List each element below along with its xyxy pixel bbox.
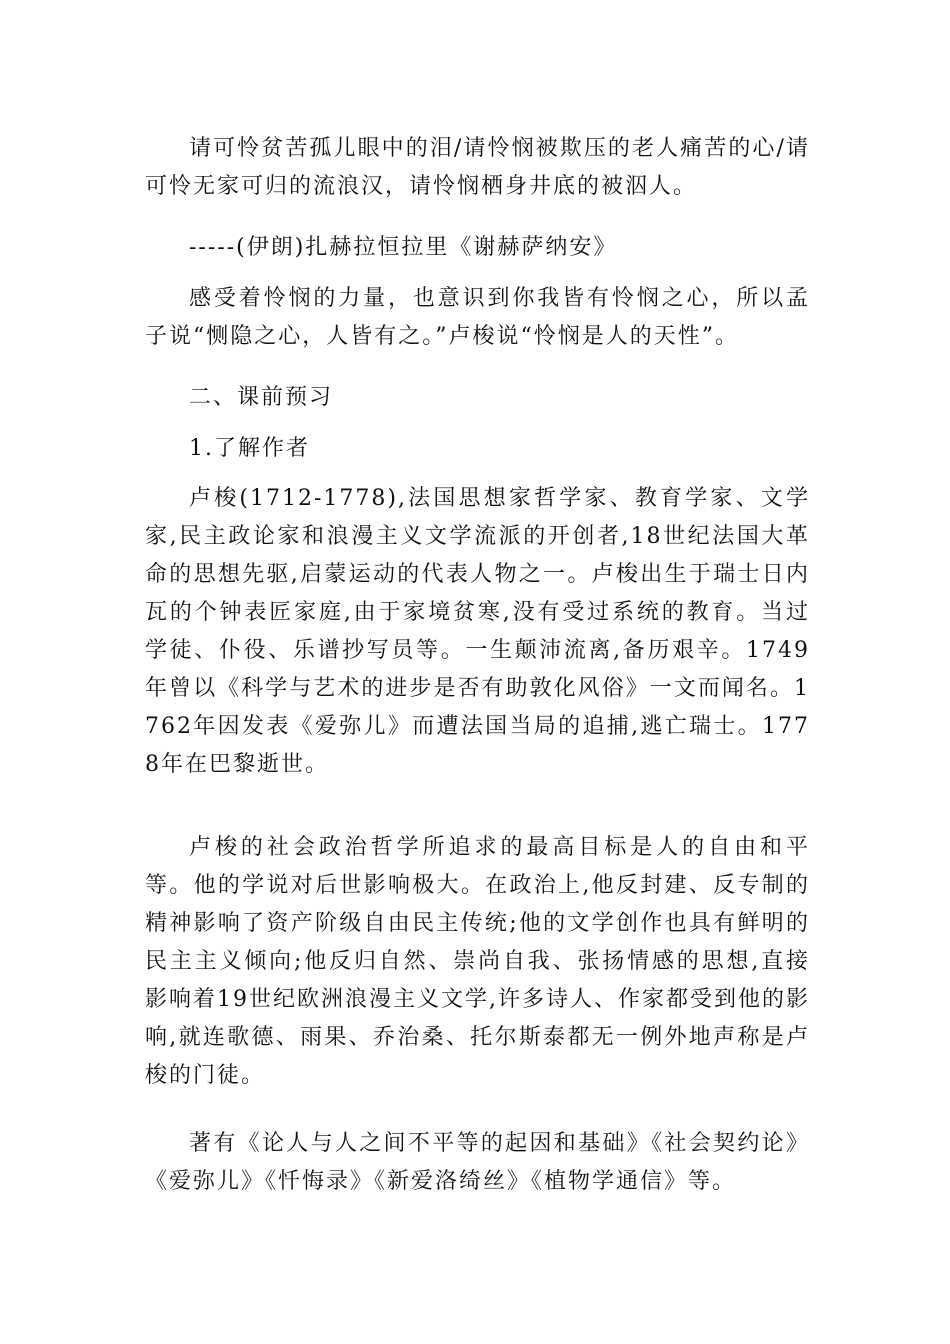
paragraph: 著有《论人与人之间不平等的起因和基础》《社会契约论》《爱弥儿》《忏悔录》《新爱洛绮丝》《植物学通信》等。	[145, 1131, 810, 1194]
author-works-paragraph	[145, 1125, 810, 1201]
heading: 二、课前预习	[189, 385, 334, 410]
paragraph: 卢梭(1712-1778),法国思想家哲学家、教育学家、文学家,民主政论家和浪漫主义文学流派的开创者,18世纪法国大革命的思想先驱,启蒙运动的代表人物之一。卢梭出生于瑞士日内瓦的个钟表匠家庭,由于家境贫寒,没有受过系统的教育。当过学徒、仆役、乐谱抄写员等。一生颠沛流离,备历艰辛。1749年曾以《科学与艺术的进步是否有助敦化风俗》一文而闻名。1762年因发表《爱弥儿》而遭法国当局的追捕,逃亡瑞士。1778年在巴黎逝世。	[145, 486, 810, 777]
section-heading	[145, 379, 810, 417]
subsection-heading	[145, 430, 810, 468]
author-influence-paragraph	[145, 829, 810, 1095]
paragraph: 请可怜贫苦孤儿眼中的泪/请怜悯被欺压的老人痛苦的心/请可怜无家可归的流浪汉，请怜悯栖身井底的被泅人。	[145, 136, 810, 199]
pity-reflection-paragraph	[145, 280, 810, 356]
paragraph: 卢梭的社会政治哲学所追求的最高目标是人的自由和平等。他的学说对后世影响极大。在政治上,他反封建、反专制的精神影响了资产阶级自由民主传统;他的文学创作也具有鲜明的民主主义倾向;他反归自然、崇尚自我、张扬情感的思想,直接影响着19世纪欧洲浪漫主义文学,许多诗人、作家都受到他的影响,就连歌德、雨果、乔治桑、托尔斯泰都无一例外地声称是卢梭的门徒。	[145, 835, 810, 1088]
poem-quote-paragraph	[145, 130, 810, 206]
heading: 1.了解作者	[189, 436, 310, 461]
paragraph: -----(伊朗)扎赫拉恒拉里《谢赫萨纳安》	[189, 235, 618, 260]
paragraph: 感受着怜悯的力量，也意识到你我皆有怜悯之心，所以孟子说“恻隐之心，人皆有之。”卢梭说“怜悯是人的天性”。	[145, 286, 810, 349]
quote-attribution	[145, 229, 810, 267]
author-bio-paragraph	[145, 480, 810, 784]
